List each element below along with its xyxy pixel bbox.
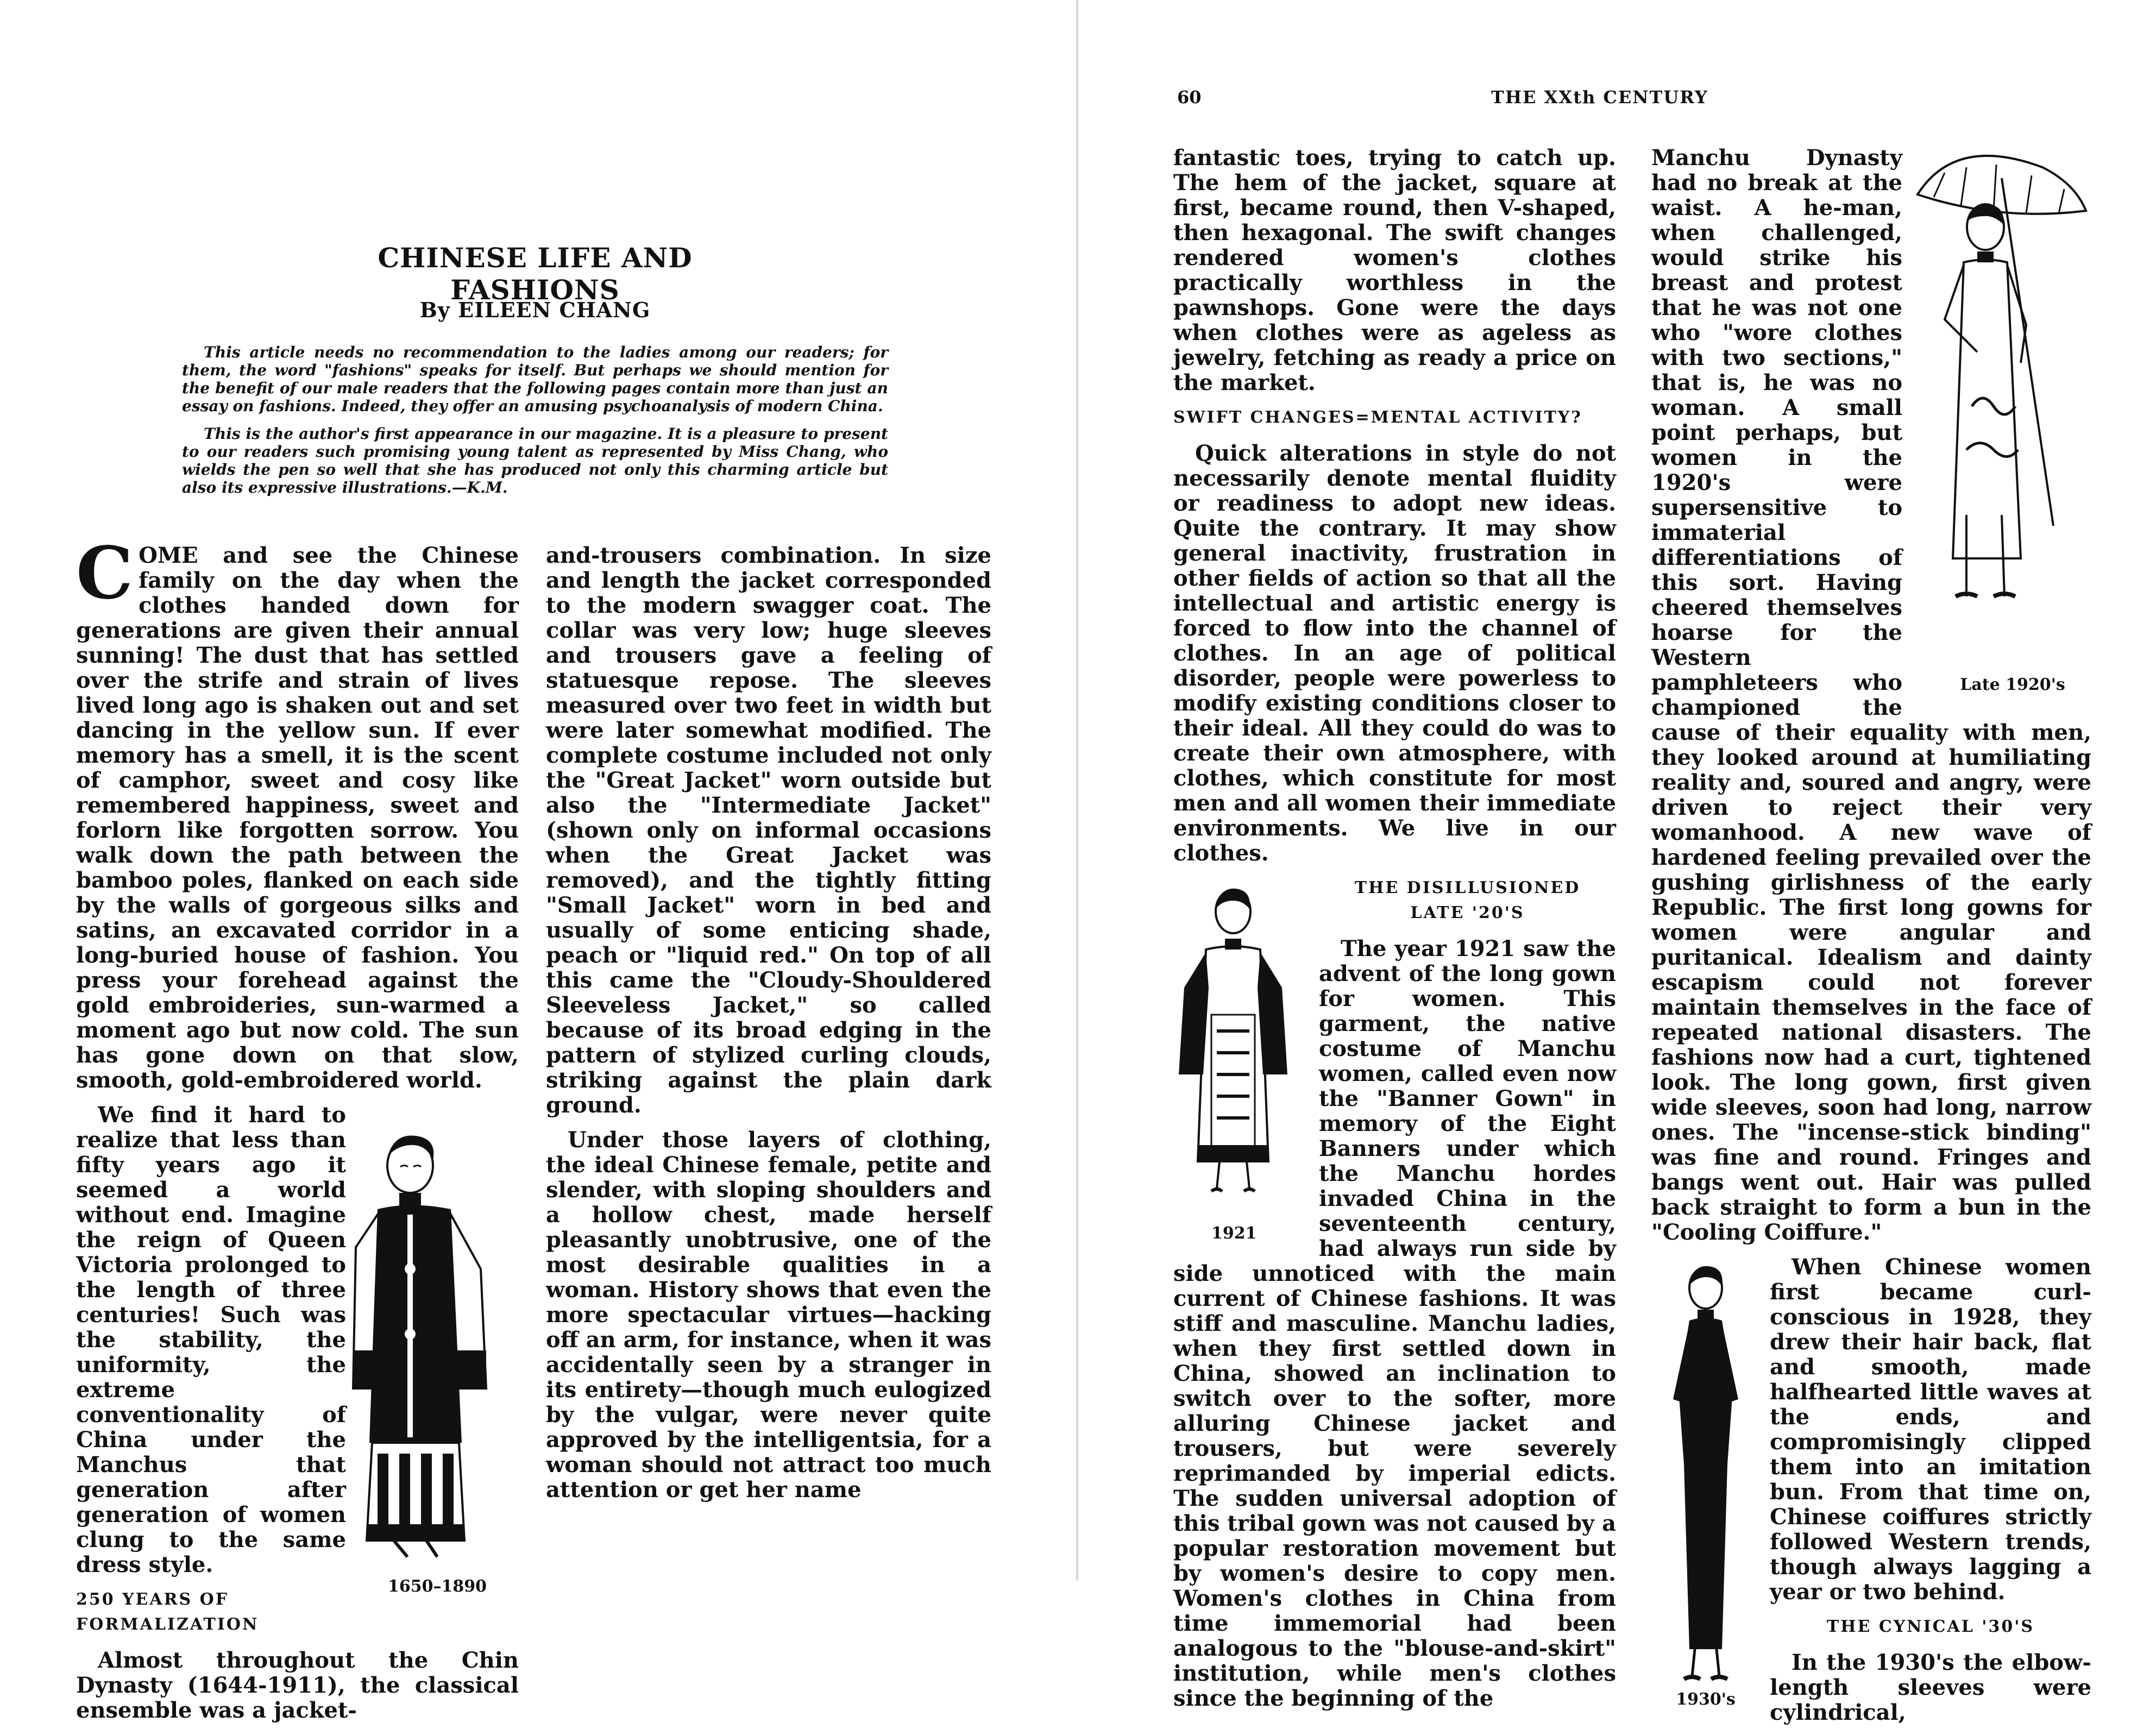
section-heading: SWIFT CHANGES=MENTAL ACTIVITY?: [1173, 408, 1582, 427]
illustration-1650-1890: [356, 1106, 519, 1599]
left-page: [0, 0, 1078, 1723]
left-column-1: [76, 531, 519, 1733]
figure-caption: 1650–1890: [388, 1577, 487, 1596]
section-heading-line: LATE '20'S: [1410, 903, 1525, 922]
section-heading: 250 YEARS OF FORMALIZATION: [76, 1590, 259, 1634]
byline: By EILEEN CHANG: [419, 298, 651, 322]
illustration-1930s: [1651, 1258, 1760, 1712]
figure-caption: 1930's: [1676, 1690, 1736, 1709]
right-column-1: [1173, 146, 1616, 1721]
paragraph-text: Under those layers of clothing, the ideal Chinese female, petite and slender, with sloping shoulders and a hollow chest, made herself pleasantly unobtrusive, one of the most desirable qualities in a woman. History shows that even the more spectacular virtues—hacking off an arm, for instance, when it was accidentally seen by a stranger in its entirety—though much eulogized by the vulgar, were never quite approved by the intelligentsia, for a woman should not attract too much attention or get her name: [546, 1127, 991, 1503]
editor-note: [182, 343, 888, 506]
right-column-2: [1651, 146, 2091, 1735]
paragraph-text: The year 1921 saw the advent of the long gown for women. This garment, the native costume of Manchu women, called even now the "Banner Gown" in memory of the Eight Banners under which the Manchu hordes invaded China in the seventeenth century, had always run side by side unnoticed with the main current of Chinese fashions. It was stiff and masculine. Manchu ladies, when they first settled down in China, showed an inclination to switch over to the softer, more alluring Chinese jacket and trousers, but were severely reprimanded by imperial edicts. The sudden universal adoption of this tribal gown was not caused by a popular restoration movement but by women's desire to copy men. Women's clothes in China from time immemorial had been analogous to the "blouse-and-skirt" institution, while men's clothes since the beginning of the: [1173, 936, 1616, 1711]
qing-woman-illustration: [356, 1106, 519, 1573]
banner-gown-1921-illustration: [1173, 879, 1309, 1221]
article-title: CHINESE LIFE AND FASHIONS: [378, 242, 693, 306]
qipao-1930s-illustration: [1651, 1258, 1760, 1687]
drop-cap: C: [76, 531, 134, 615]
page-number: 60: [1177, 87, 1202, 108]
section-heading: THE CYNICAL '30'S: [1826, 1617, 2035, 1636]
paragraph-text: We find it hard to realize that less than fifty years ago it seemed a world without end. Imagine the reign of Queen Victoria prolonged to the length of three centuries! Such was the stability, the uniformity, the extreme conventionality of China under the Manchus that generation after generation of women clung to the same dress style.: [76, 1102, 346, 1577]
paragraph-text: Almost throughout the Chin Dynasty (1644-1911), the classical ensemble was a jacket-: [76, 1648, 519, 1723]
section-heading-line: THE DISILLUSIONED: [1354, 878, 1581, 897]
parasol-woman-illustration: [1912, 146, 2091, 672]
paragraph-text: When Chinese women first became curl-conscious in 1928, they drew their hair back, flat and smooth, made halfhearted little waves at the ends, and compromisingly clipped them into an imitation bun. From that time on, Chinese coiffures strictly followed Western trends, though always lagging a year or two behind.: [1770, 1254, 2091, 1605]
paragraph-text: and-trousers combination. In size and length the jacket corresponded to the modern swagger coat. The collar was very low; huge sleeves and trousers gave a feeling of statuesque repose. The sleeves measured over two feet in width but were later somewhat modified. The complete costume included not only the "Great Jacket" worn outside but also the "Intermediate Jacket" (shown only on informal occasions when the Great Jacket was removed), and the tightly fitting "Small Jacket" worn in bed and usually of some enticing shade, peach or "liquid red." On top of all this came the "Cloudy-Shouldered Sleeveless Jacket," so called because of its broad edging in the pattern of stylized curling clouds, striking against the plain dark ground.: [546, 543, 991, 1118]
paragraph-text: Manchu Dynasty had no break at the waist. A he-man, when challenged, would strike his breast and protest that he was not one who "wore clothes with two sections," that is, he was no woman. A small point perhaps, but women in the 1920's were supersensitive to immaterial differentiations of this sort. Having cheered themselves hoarse for the Western pamphleteers who championed the cause of their equality with men, they looked around at humiliating reality and, soured and angry, were driven to reject their very womanhood. A new wave of hardened feeling prevailed over the gushing girlishness of the early Republic. The first long gowns for women were angular and puritanical. Idealism and dainty escapism could not forever maintain themselves in the face of repeated national disasters. The fashions now had a curt, tightened look. The long gown, first given wide sleeves, soon had long, narrow ones. The "incense-stick binding" was fine and round. Fringes and bangs went out. Hair was pulled back straight to form a bun in the "Cooling Coiffure.": [1651, 145, 2091, 1245]
right-page: [1078, 0, 2156, 1725]
editor-note-paragraph: This is the author's first appearance in our magazine. It is a pleasure to present to our readers such promising young talent as represented by Miss Chang, who wields the pen so well that she has produced not only this charming article but also its expressive illustrations.—K.M.: [182, 425, 888, 496]
figure-caption: Late 1920's: [1960, 675, 2065, 694]
paragraph-text: In the 1930's the elbow-length sleeves were cylindrical,: [1770, 1650, 2091, 1725]
running-head: THE XXth CENTURY: [1491, 87, 1708, 108]
opening-paragraph: [76, 531, 519, 1093]
editor-note-paragraph: This article needs no recommendation to the ladies among our readers; for them, the word "fashions" speaks for itself. But perhaps we should mention for the benefit of our male readers that the following pages contain more than just an essay on fashions. Indeed, they offer an amusing psychoanalysis of modern China.: [182, 343, 888, 415]
illustration-late-1920s: [1912, 146, 2091, 697]
illustration-1921: [1173, 879, 1309, 1246]
paragraph-text: Quick alterations in style do not necessarily denote mental fluidity or readiness to adopt new ideas. Quite the contrary. It may show general inactivity, frustration in other fields of action so that all the intellectual and artistic energy is forced to flow into the channel of clothes. In an age of political disorder, people were powerless to modify existing conditions closer to their ideal. All they could do was to create their own atmosphere, with clothes, which constitute for most men and all women their immediate environments. We live in our clothes.: [1173, 441, 1616, 866]
left-column-2: [546, 543, 991, 1512]
figure-caption: 1921: [1211, 1224, 1257, 1243]
paragraph-text: OME and see the Chinese family on the day when the clothes handed down for generations are given their annual sunning! The dust that has settled over the strife and strain of lives lived long ago is shaken out and set dancing in the yellow sun. If ever memory has a smell, it is the scent of camphor, sweet and cosy like remembered happiness, sweet and forlorn like forgotten sorrow. You walk down the path between the bamboo poles, flanked on each side by the walls of gorgeous silks and satins, an excavated corridor in a long-buried house of fashion. You press your forehead against the gold embroideries, sun-warmed a moment ago but now cold. The sun has gone down on that slow, smooth, gold-embroidered world.: [76, 543, 519, 1093]
paragraph-text: fantastic toes, trying to catch up. The hem of the jacket, square at first, became round, then V-shaped, then hexagonal. The swift changes rendered women's clothes practically worthless in the pawnshops. Gone were the days when clothes were as ageless as jewelry, fetching as ready a price on the market.: [1173, 145, 1616, 395]
